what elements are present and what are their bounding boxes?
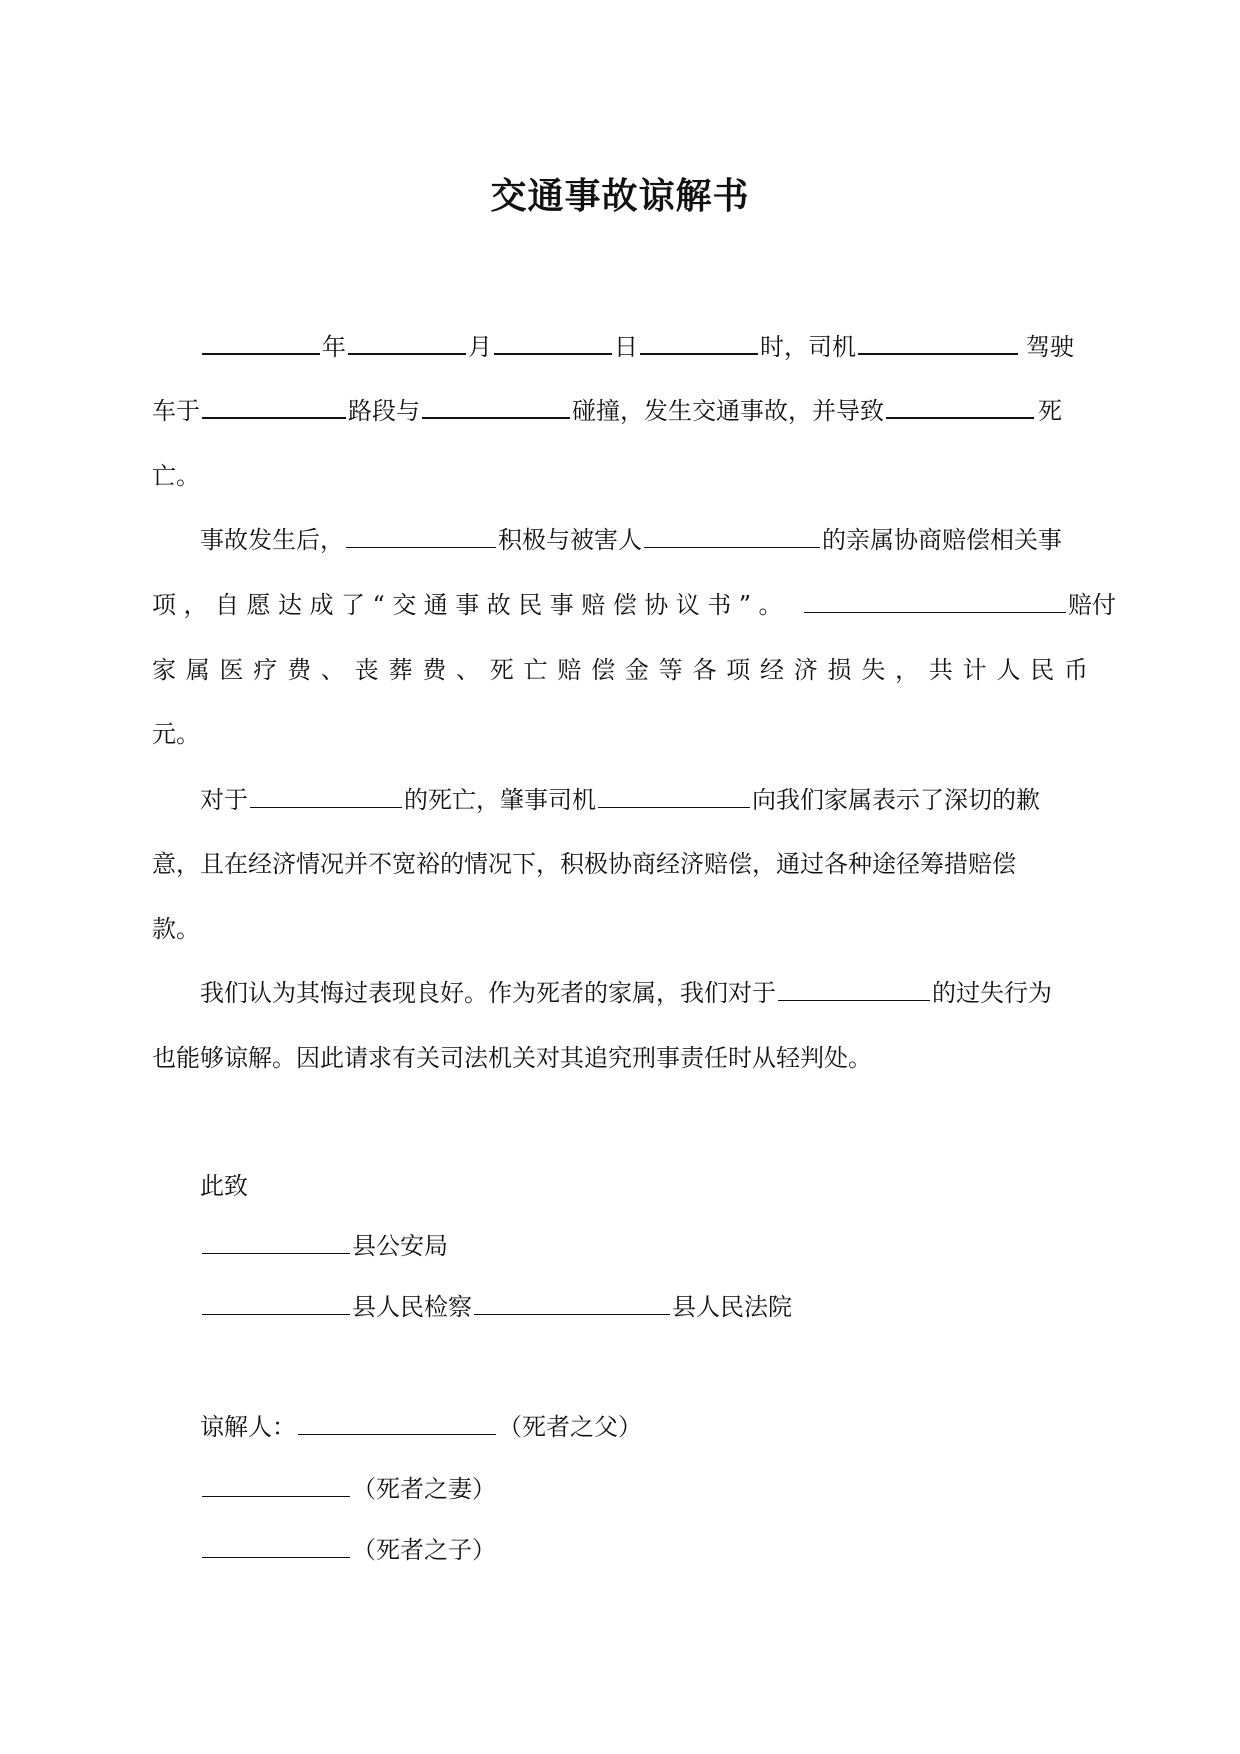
- blank-at-fault-party[interactable]: [778, 976, 930, 1001]
- blank-wife-name[interactable]: [202, 1472, 350, 1497]
- blank-driver-name[interactable]: [858, 329, 1018, 355]
- paragraph-2-line-1: [200, 523, 1062, 557]
- signer-son: [200, 1533, 496, 1567]
- label-court: 县人民法院: [672, 1293, 792, 1321]
- blank-month[interactable]: [348, 329, 466, 355]
- blank-county-court[interactable]: [474, 1290, 670, 1315]
- paragraph-2-line-3: 家属医疗费、丧葬费、死亡赔偿金等各项经济损失，共计人民币: [152, 656, 1088, 684]
- label-pay: 赔付: [1068, 591, 1117, 619]
- paragraph-4-line-2: 也能够谅解。因此请求有关司法机关对其追究刑事责任时从轻判处。: [152, 1044, 872, 1072]
- label-police: 县公安局: [352, 1232, 448, 1260]
- blank-hour[interactable]: [640, 329, 758, 355]
- blank-offending-driver[interactable]: [598, 783, 750, 808]
- blank-payer[interactable]: [804, 588, 1066, 613]
- blank-year[interactable]: [202, 329, 320, 355]
- label-remorse: 我们认为其悔过表现良好。作为死者的家属，我们对于: [200, 979, 776, 1007]
- label-month: 月: [468, 333, 492, 361]
- label-hour-driver: 时，司机: [760, 333, 856, 361]
- blank-county-procuratorate[interactable]: [202, 1290, 350, 1315]
- paragraph-3-line-1: [200, 783, 1040, 817]
- label-year: 年: [322, 333, 346, 361]
- label-death-driver: 的死亡，肇事司机: [404, 786, 596, 814]
- blank-party[interactable]: [346, 523, 496, 548]
- label-collide: 碰撞，发生交通事故，并导致: [572, 397, 884, 425]
- blank-day[interactable]: [494, 329, 612, 355]
- label-signer: 谅解人：: [200, 1413, 296, 1441]
- blank-victim[interactable]: [644, 523, 820, 548]
- label-active: 积极与被害人: [498, 526, 642, 554]
- blank-deceased[interactable]: [886, 393, 1034, 419]
- label-wife: （死者之妻）: [352, 1475, 496, 1503]
- blank-county-police[interactable]: [202, 1229, 350, 1254]
- paragraph-1-line-3: 亡。: [152, 462, 200, 490]
- addressee-police: [200, 1229, 448, 1263]
- paragraph-1-line-2: [152, 393, 1062, 428]
- paragraph-2-line-2: [152, 588, 1116, 622]
- label-son: （死者之子）: [352, 1536, 496, 1564]
- blank-father-name[interactable]: [298, 1410, 496, 1435]
- label-father: （死者之父）: [498, 1413, 642, 1441]
- salutation: 此致: [200, 1172, 248, 1200]
- signer-father: [200, 1410, 642, 1444]
- label-apology: 向我们家属表示了深切的歉: [752, 786, 1040, 814]
- label-after-accident: 事故发生后，: [200, 526, 344, 554]
- label-death: 死: [1038, 397, 1062, 425]
- label-day: 日: [614, 333, 638, 361]
- paragraph-2-line-4: 元。: [152, 720, 200, 748]
- blank-collide-with[interactable]: [422, 393, 570, 419]
- label-relatives: 的亲属协商赔偿相关事: [822, 526, 1062, 554]
- paragraph-1-line-1: [200, 329, 1074, 364]
- blank-son-name[interactable]: [202, 1533, 350, 1558]
- signer-wife: [200, 1472, 496, 1506]
- blank-road-section[interactable]: [202, 393, 346, 419]
- label-regarding: 对于: [200, 786, 248, 814]
- addressee-procuratorate-court: [200, 1290, 792, 1324]
- label-car-at: 车于: [152, 397, 200, 425]
- label-drive: 驾驶: [1026, 333, 1074, 361]
- paragraph-4-line-1: [200, 976, 1052, 1010]
- label-road-with: 路段与: [348, 397, 420, 425]
- document-title: 交通事故谅解书: [490, 175, 750, 217]
- label-procuratorate: 县人民检察: [352, 1293, 472, 1321]
- paragraph-3-line-2: 意，且在经济情况并不宽裕的情况下，积极协商经济赔偿，通过各种途径筹措赔偿: [152, 850, 1016, 878]
- paragraph-3-line-3: 款。: [152, 915, 200, 943]
- label-fault: 的过失行为: [932, 979, 1052, 1007]
- label-agreement: 项，自愿达成了“交通事故民事赔偿协议书”。: [152, 591, 791, 619]
- blank-deceased-name[interactable]: [250, 783, 402, 808]
